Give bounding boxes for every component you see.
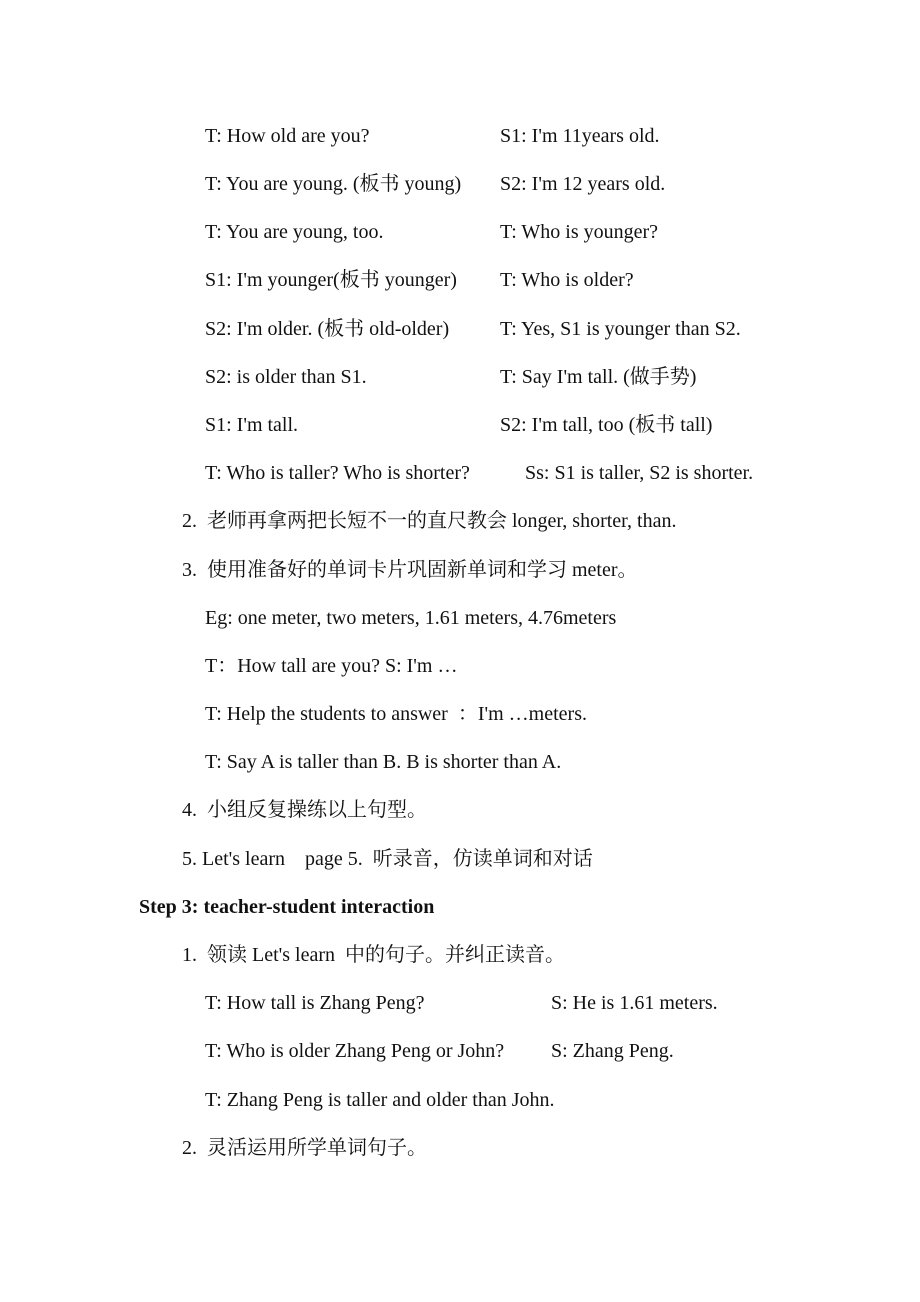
dialogue-right-6: T: Say I'm tall. (做手势) [500, 366, 697, 388]
dialogue-right-1: S1: I'm 11years old. [500, 125, 660, 147]
dialogue-line: T: Help the students to answer ：I'm …meters. [205, 703, 587, 725]
example-line: Eg: one meter, two meters, 1.61 meters, 4.76meters [205, 607, 617, 629]
dialogue-right-4: T: Who is older? [500, 269, 634, 291]
dialogue-left-3: T: You are young, too. [205, 221, 384, 243]
dialogue-line: T：How tall are you? S: I'm … [205, 655, 458, 677]
list-item-2: 2. 老师再拿两把长短不一的直尺教会 longer, shorter, than. [182, 510, 677, 532]
list-item-1: 1. 领读 Let's learn 中的句子。并纠正读音。 [182, 944, 566, 966]
list-item-2: 2. 灵活运用所学单词句子。 [182, 1137, 427, 1159]
dialogue-right: S: Zhang Peng. [551, 1040, 674, 1062]
dialogue-left-6: S2: is older than S1. [205, 366, 367, 388]
dialogue-left: T: Who is older Zhang Peng or John? [205, 1040, 505, 1062]
dialogue-right-8: Ss: S1 is taller, S2 is shorter. [525, 462, 754, 484]
dialogue-right-7: S2: I'm tall, too (板书 tall) [500, 414, 713, 436]
section-heading-step3: Step 3: teacher-student interaction [139, 896, 435, 918]
dialogue-left-4: S1: I'm younger(板书 younger) [205, 269, 457, 291]
list-item-3: 3. 使用准备好的单词卡片巩固新单词和学习 meter。 [182, 559, 638, 581]
dialogue-left-1: T: How old are you? [205, 125, 370, 147]
list-item-5: 5. Let's learn page 5. 听录音，仿读单词和对话 [182, 848, 593, 870]
dialogue-right-2: S2: I'm 12 years old. [500, 173, 666, 195]
list-item-4: 4. 小组反复操练以上句型。 [182, 799, 427, 821]
dialogue-left-8: T: Who is taller? Who is shorter? [205, 462, 470, 484]
dialogue-left-5: S2: I'm older. (板书 old-older) [205, 318, 450, 340]
dialogue-right: S: He is 1.61 meters. [551, 992, 718, 1014]
summary-line: T: Zhang Peng is taller and older than John. [205, 1089, 555, 1111]
dialogue-left: T: How tall is Zhang Peng? [205, 992, 425, 1014]
dialogue-right-5: T: Yes, S1 is younger than S2. [500, 318, 741, 340]
dialogue-right-3: T: Who is younger? [500, 221, 659, 243]
dialogue-left-7: S1: I'm tall. [205, 414, 299, 436]
dialogue-line: T: Say A is taller than B. B is shorter than A. [205, 751, 562, 773]
dialogue-left-2: T: You are young. (板书 young) [205, 173, 462, 195]
